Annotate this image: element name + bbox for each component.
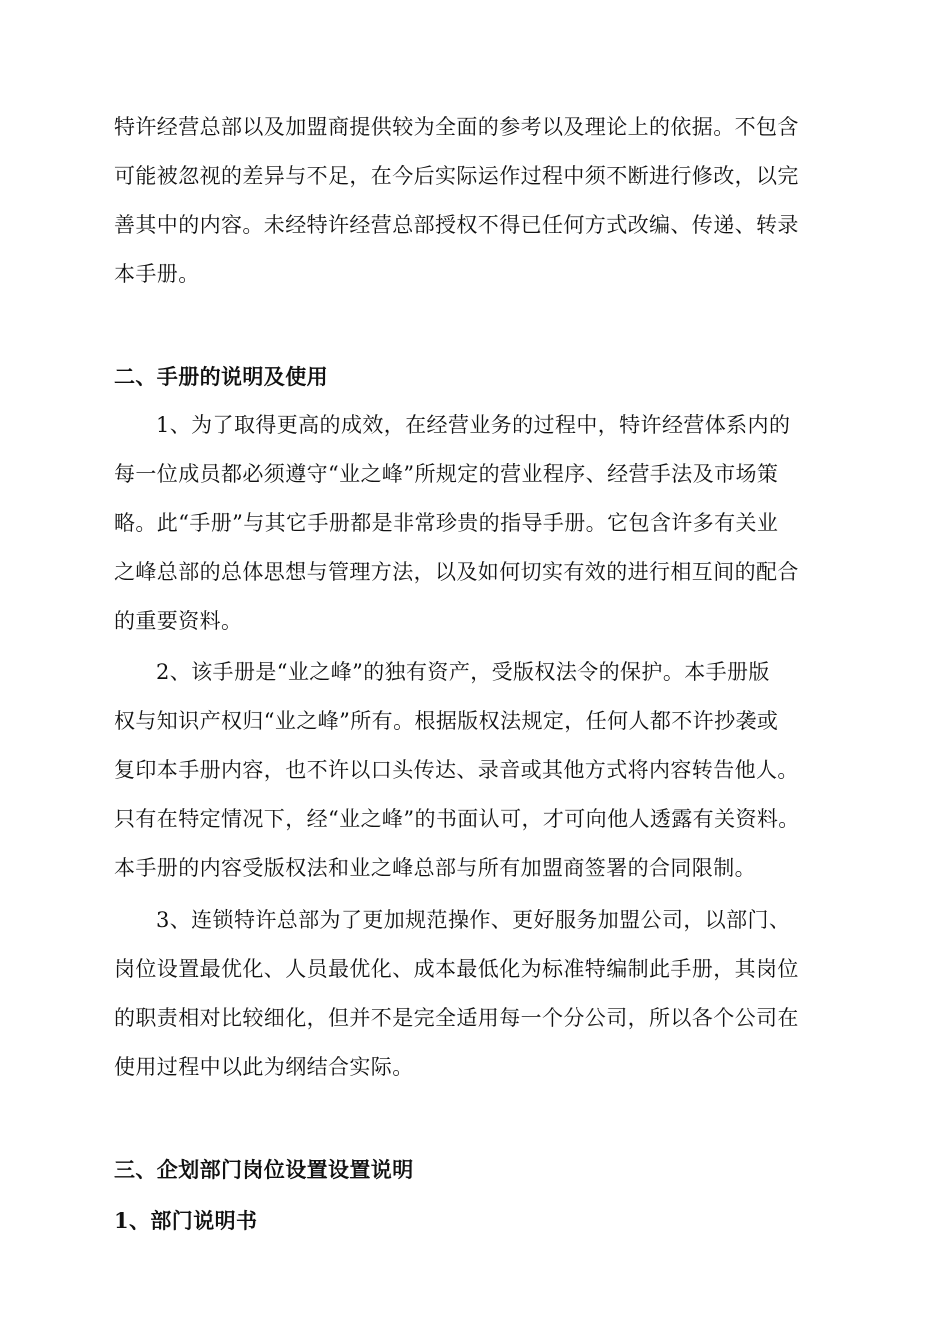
para1-line-1: 1、为了取得更高的成效，在经营业务的过程中，特许经营体系内的: [156, 413, 791, 437]
section-3-subheading: 1、部门说明书: [114, 1208, 258, 1233]
intro-line-4: 本手册。: [114, 262, 200, 286]
para2-line-3: 复印本手册内容，也不许以口头传达、录音或其他方式将内容转告他人。: [114, 758, 799, 782]
para2-line-1: 2、该手册是“业之峰”的独有资产，受版权法令的保护。本手册版: [156, 660, 770, 684]
para3-line-2: 岗位设置最优化、人员最优化、成本最低化为标准特编制此手册，其岗位: [114, 957, 799, 981]
para2-line-2: 权与知识产权归“业之峰”所有。根据版权法规定，任何人都不许抄袭或: [114, 709, 779, 733]
para2-line-5: 本手册的内容受版权法和业之峰总部与所有加盟商签署的合同限制。: [114, 856, 756, 880]
para1-line-4: 之峰总部的总体思想与管理方法，以及如何切实有效的进行相互间的配合: [114, 560, 799, 584]
intro-line-1: 特许经营总部以及加盟商提供较为全面的参考以及理论上的依据。不包含: [114, 115, 799, 139]
intro-line-2: 可能被忽视的差异与不足，在今后实际运作过程中须不断进行修改，以完: [114, 164, 799, 188]
para1-line-5: 的重要资料。: [114, 609, 243, 633]
section-3-heading: 三、企划部门岗位设置设置说明: [114, 1157, 414, 1182]
intro-line-3: 善其中的内容。未经特许经营总部授权不得已任何方式改编、传递、转录: [114, 213, 799, 237]
para1-line-3: 略。此“手册”与其它手册都是非常珍贵的指导手册。它包含许多有关业: [114, 511, 779, 535]
para1-line-2: 每一位成员都必须遵守“业之峰”所规定的营业程序、经营手法及市场策: [114, 462, 779, 486]
section-2-heading: 二、手册的说明及使用: [114, 364, 328, 389]
para3-line-3: 的职责相对比较细化，但并不是完全适用每一个分公司，所以各个公司在: [114, 1006, 799, 1030]
para3-line-1: 3、连锁特许总部为了更加规范操作、更好服务加盟公司，以部门、: [156, 908, 791, 932]
para3-line-4: 使用过程中以此为纲结合实际。: [114, 1055, 414, 1079]
para2-line-4: 只有在特定情况下，经“业之峰”的书面认可，才可向他人透露有关资料。: [114, 807, 800, 831]
